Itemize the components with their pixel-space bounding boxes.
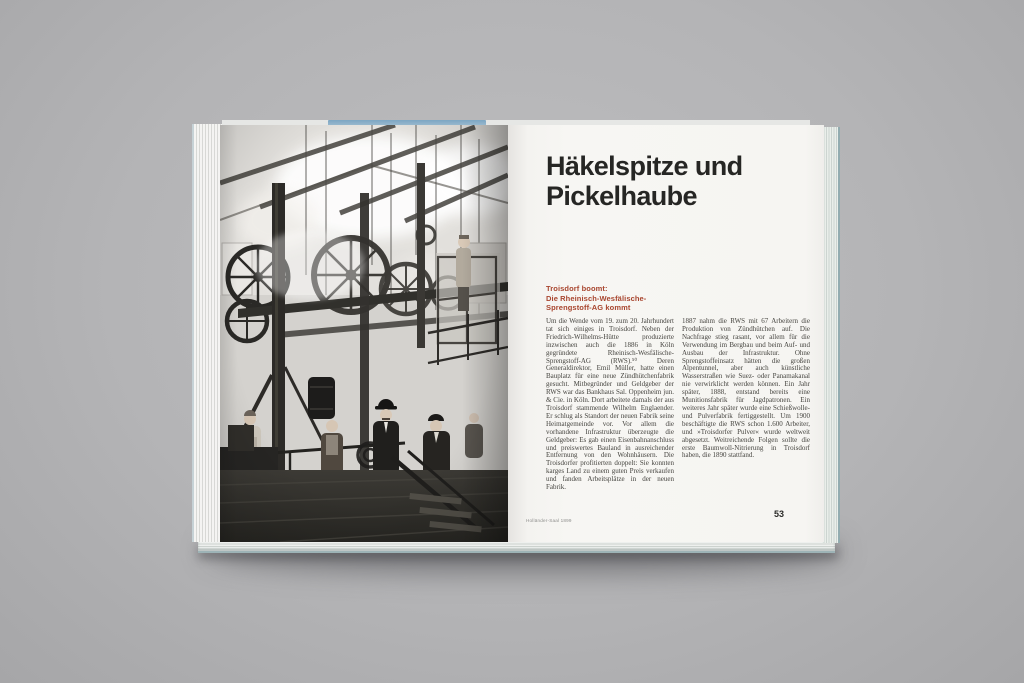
body-column-2: 1887 nahm die RWS mit 67 Arbeitern die Produktion von Zündhütchen auf. Die Nachfrage stieg rasant, vor allem für die Verwendung im Bergbau und beim Auf- und Ausbau der Infrastruktur. Ohne Sprengstoffeinsatz hätten die großen Alpentunnel, aber auch künstliche Wasserstraßen wie Suez- oder Panamakanal nie verwirklicht werden können. Ein Jahr später, 1888, entstand bereits eine Munitionsfabrik für Jagdpatronen. Ein weiteres Jahr später wurde eine Schießwolle- und Pulverfabrik fertiggestellt. Um 1900 beschäftigte die RWS schon 1.600 Arbeiter, und »Troisdorfer Pulver« wurde weltweit abgesetzt. Weitreichende Folgen sollte die erste Baumwoll-Nitrierung in Troisdorf haben, die 1890 stattfand. bbox=[682, 317, 810, 460]
kicker-line1: Troisdorf boomt: bbox=[546, 284, 608, 293]
page-block-left-edge bbox=[192, 124, 222, 542]
chapter-title-line2: Pickelhaube bbox=[546, 181, 697, 211]
page-block-right-edge bbox=[822, 127, 840, 543]
section-kicker bbox=[546, 284, 646, 313]
page-number: 53 bbox=[773, 509, 784, 519]
kicker-line2: Die Rheinisch-Wesfälische- bbox=[546, 293, 647, 303]
body-column-1: Um die Wende vom 19. zum 20. Jahrhundert tat sich einiges in Troisdorf. Neben der Friedrich-Wilhelms-Hütte produzierte inzwischen auch die 1886 in Köln gegründete Rheinisch-Wesfälische-Sprengstoff-AG (RWS).⁵⁰ Deren Generaldirektor, Emil Müller, hatte einen Bauplatz für eine neue Zündhütchenfabrik gesucht. Mitbegründer und Geldgeber der RWS war das Bankhaus Sal. Oppenheim jun. & Cie. in Köln. Dort arbeitete damals der aus Troisdorf stammende Wilhelm Englaender. Er schlug als Standort der neuen Fabrik seine Heimatgemeinde vor. Vor allem die vorhandene Infrastruktur überzeugte die Geldgeber: Es gab einen Eisenbahnanschluss und preiswertes Bauland in ausreichender Entfernung von den Wohnhäusern. Die Troisdorfer profitierten doppelt: Sie konnten karges Land zu einem guten Preis verkaufen und fanden Arbeitsplätze in der neuen Fabrik. bbox=[546, 317, 674, 492]
photo-caption: Holländer-Saal 1899 bbox=[526, 518, 572, 523]
left-page bbox=[220, 125, 508, 542]
chapter-title-line1: Häkelspitze und bbox=[546, 151, 743, 181]
right-page bbox=[508, 125, 824, 542]
chapter-title bbox=[546, 151, 743, 211]
kicker-line3: Sprengstoff-AG kommt bbox=[546, 303, 631, 312]
left-page-spine-shading bbox=[220, 125, 508, 542]
body-text bbox=[546, 318, 810, 492]
open-book bbox=[192, 118, 840, 554]
